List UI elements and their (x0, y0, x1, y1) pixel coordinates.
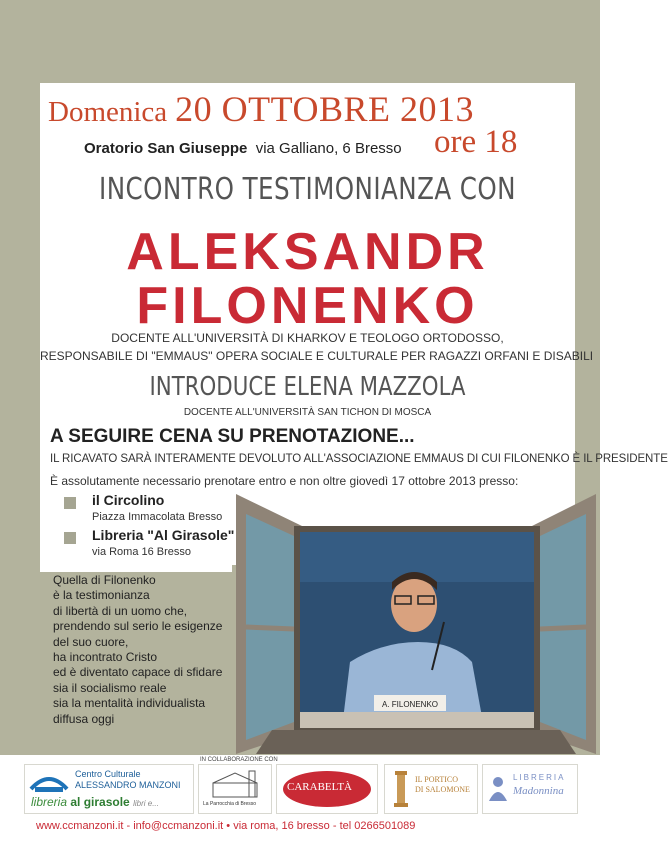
girasole-logo (31, 795, 159, 809)
booking-place-address: via Roma 16 Bresso (92, 546, 192, 558)
venue-name: Oratorio San Giuseppe (84, 140, 248, 157)
quote-line: Quella di Filonenko (53, 573, 156, 587)
carabelta-a: CARA (287, 781, 318, 793)
event-full-date: 20 OTTOBRE 2013 (175, 89, 475, 129)
carabelta-b: BELTÀ (317, 781, 352, 793)
centro-name-line2: ALESSANDRO MANZONI (75, 780, 181, 790)
parrocchia-text: La Parrocchia di Bresso (203, 801, 257, 807)
centro-name-line1: Centro Culturale (75, 769, 141, 779)
introducer-description: DOCENTE ALL'UNIVERSITÀ SAN TICHON DI MOSCA (183, 407, 432, 418)
parrocchia-logo (198, 764, 272, 814)
nameplate-text: A. FILONENKO (381, 700, 439, 709)
quote-line: sia il socialismo reale (53, 680, 167, 695)
booking-place-name: il Circolino (92, 492, 165, 508)
centro-logo-icon (29, 769, 69, 795)
madonnina-logo (482, 764, 578, 814)
speaker-description-2: RESPONSABILE DI "EMMAUS" OPERA SOCIALE E CULTURALE PER RAGAZZI ORFANI E DISABILI (40, 349, 594, 363)
event-day: Domenica (48, 96, 168, 128)
madonna-icon (487, 775, 509, 801)
proceeds-note: IL RICAVATO SARÀ INTERAMENTE DEVOLUTO ALL'ASSOCIAZIONE EMMAUS DI CUI FILONENKO È IL PRESIDENTE (50, 453, 668, 465)
venue-address: via Galliano, 6 Bresso (255, 140, 402, 157)
girasole-c: libri e... (133, 799, 159, 808)
quote-line: sia la mentalità individualista (53, 696, 206, 711)
carabelta-logo (276, 764, 378, 814)
madonnina-a: LIBRERIA (513, 773, 566, 782)
bullet-square-icon (64, 532, 76, 544)
booking-place-address: Piazza Immacolata Bresso (92, 511, 223, 523)
madonnina-b: Madonnina (513, 785, 564, 797)
quote-line: prendendo sul serio le esigenze (53, 619, 223, 634)
quote-line: è la testimonianza (53, 588, 150, 603)
carabelta-text (287, 781, 352, 793)
window-sill (256, 730, 576, 754)
column-icon (391, 771, 411, 807)
dinner-heading: A SEGUIRE CENA SU PRENOTAZIONE... (50, 426, 415, 447)
speaker-description-1: DOCENTE ALL'UNIVERSITÀ DI KHARKOV E TEOLOGO ORTODOSSO, (111, 331, 504, 345)
centro-culturale-logo (24, 764, 194, 814)
quote-line: ha incontrato Cristo (53, 650, 158, 665)
portico-logo (384, 764, 478, 814)
church-icon (205, 769, 265, 799)
event-title: INCONTRO TESTIMONIANZA CON (99, 172, 516, 207)
introducer: INTRODUCE ELENA MAZZOLA (149, 372, 466, 402)
quote-line: ed è diventato capace di sfidare (53, 665, 223, 680)
window-photo (232, 492, 600, 762)
portico-a: IL PORTICO (415, 775, 458, 784)
quote-line: del suo cuore, (53, 634, 129, 649)
quote-line: diffusa oggi (53, 711, 115, 726)
event-time: ore 18 (434, 124, 518, 160)
speaker-last-name: FILONENKO (136, 277, 479, 335)
footer-contact: www.ccmanzoni.it - info@ccmanzoni.it • via roma, 16 bresso - tel 0266501089 (36, 820, 416, 832)
quote-block (53, 573, 233, 727)
quote-line: di libertà di un uomo che, (53, 603, 188, 618)
card-extension (40, 560, 232, 572)
girasole-a: libreria (31, 795, 68, 809)
booking-place-name: Libreria "Al Girasole" (92, 527, 235, 543)
speaker-first-name: ALEKSANDR (126, 223, 489, 281)
girasole-b: al girasole (70, 795, 130, 809)
booking-note: È assolutamente necessario prenotare entro e non oltre giovedì 17 ottobre 2013 presso: (50, 474, 519, 488)
collaboration-label: IN COLLABORAZIONE CON (200, 757, 278, 763)
bullet-square-icon (64, 497, 76, 509)
venue (84, 140, 402, 157)
portico-b: DI SALOMONE (415, 785, 470, 794)
